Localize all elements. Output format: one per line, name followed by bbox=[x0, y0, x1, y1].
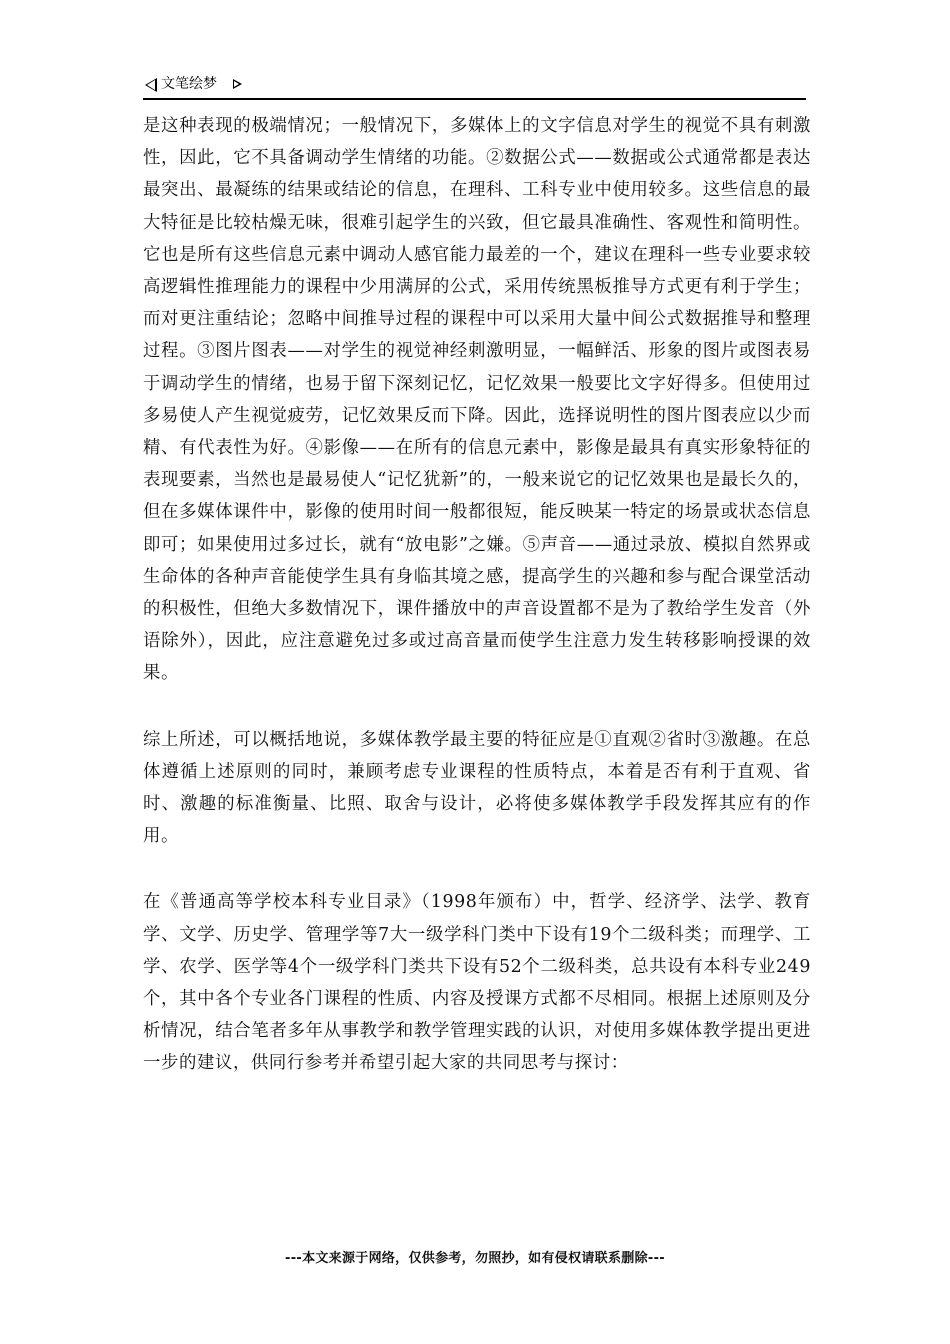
document-body bbox=[143, 110, 811, 1080]
right-triangle-icon bbox=[233, 79, 242, 89]
paragraph-3: 在《普通高等学校本科专业目录》（1998年颁布）中，哲学、经济学、法学、教育学、文学、历史学、管理学等7大一级学科门类中下设有19个二级科类；而理学、工学、农学、医学等4个一级学科门类共下设有52个二级科类，总共设有本科专业249个，其中各个专业各门课程的性质、内容及授课方式都不尽相同。根据上述原则及分析情况，结合笔者多年从事教学和教学管理实践的认识，对使用多媒体教学提出更进一步的建议，供同行参考并希望引起大家的共同思考与探讨： bbox=[143, 892, 811, 1074]
paragraph-1: 是这种表现的极端情况；一般情况下，多媒体上的文字信息对学生的视觉不具有刺激性，因此，它不具备调动学生情绪的功能。②数据公式——数据或公式通常都是表达最突出、最凝练的结果或结论的信息，在理科、工科专业中使用较多。这些信息的最大特征是比较枯燥无味，很难引起学生的兴致，但它最具准确性、客观性和简明性。它也是所有这些信息元素中调动人感官能力最差的一个，建议在理科一些专业要求较高逻辑性推理能力的课程中少用满屏的公式，采用传统黑板推导方式更有利于学生；而对更注重结论；忽略中间推导过程的课程中可以采用大量中间公式数据推导和整理过程。③图片图表——对学生的视觉神经刺激明显，一幅鲜活、形象的图片或图表易于调动学生的情绪，也易于留下深刻记忆，记忆效果一般要比文字好得多。但使用过多易使人产生视觉疲劳，记忆效果反而下降。因此，选择说明性的图片图表应以少而精、有代表性为好。④影像——在所有的信息元素中，影像是最具有真实形象特征的表现要素，当然也是最易使人“记忆犹新”的，一般来说它的记忆效果也是最长久的，但在多媒体课件中，影像的使用时间一般都很短，能反映某一特定的场景或状态信息即可；如果使用过多过长，就有“放电影”之嫌。⑤声音——通过录放、模拟自然界或生命体的各种声音能使学生具有身临其境之感，提高学生的兴趣和参与配合课堂活动的积极性，但绝大多数情况下，课件播放中的声音设置都不是为了教给学生发音（外语除外），因此，应注意避免过多或过高音量而使学生注意力发生转移影响授课的效果。 bbox=[143, 116, 811, 684]
paragraph-2: 综上所述，可以概括地说，多媒体教学最主要的特征应是①直观②省时③激趣。在总体遵循上述原则的同时，兼顾考虑专业课程的性质特点，本着是否有利于直观、省时、激趣的标准衡量、比照、取舍与设计，必将使多媒体教学手段发挥其应有的作用。 bbox=[143, 729, 811, 847]
page-header bbox=[143, 72, 806, 100]
page-footer: ---本文来源于网络，仅供参考，勿照抄，如有侵权请联系删除--- bbox=[285, 1251, 665, 1266]
header-title: 文笔绘梦 bbox=[161, 76, 217, 92]
left-triangle-icon bbox=[145, 78, 157, 92]
